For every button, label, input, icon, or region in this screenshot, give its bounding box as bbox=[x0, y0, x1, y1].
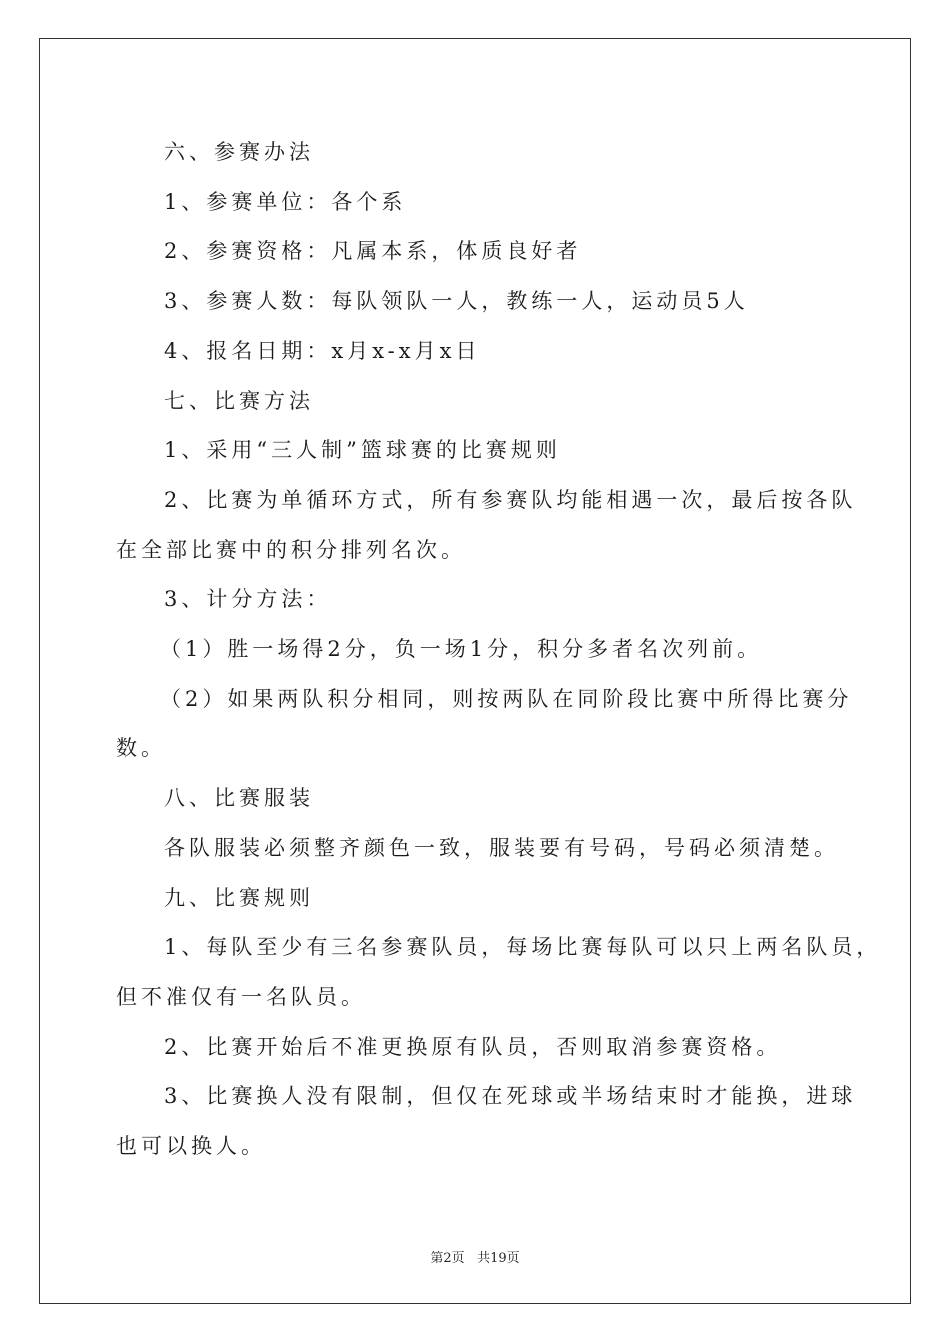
paragraph: 1、采用“三人制”篮球赛的比赛规则 bbox=[164, 438, 561, 463]
section-heading: 六、参赛办法 bbox=[164, 140, 314, 164]
paragraph: 各队服装必须整齐颜色一致，服装要有号码，号码必须清楚。 bbox=[164, 835, 839, 860]
paragraph: （1）胜一场得2分，负一场1分，积分多者名次列前。 bbox=[160, 637, 763, 662]
paragraph-continuation: 也可以换人。 bbox=[116, 1134, 266, 1159]
page-total: 共19页 bbox=[477, 1251, 520, 1266]
paragraph-continuation: 数。 bbox=[116, 736, 166, 761]
paragraph: 1、每队至少有三名参赛队员，每场比赛每队可以只上两名队员， bbox=[164, 935, 882, 960]
section-heading: 七、比赛方法 bbox=[164, 388, 314, 413]
paragraph: 4、报名日期：x月x-x月x日 bbox=[164, 338, 481, 363]
paragraph: 3、参赛人数：每队领队一人，教练一人，运动员5人 bbox=[164, 289, 749, 314]
document-body bbox=[116, 128, 882, 1172]
paragraph: 2、比赛开始后不准更换原有队员，否则取消参赛资格。 bbox=[164, 1034, 782, 1059]
paragraph: 3、比赛换人没有限制，但仅在死球或半场结束时才能换，进球 bbox=[164, 1084, 857, 1109]
paragraph: （2）如果两队积分相同，则按两队在同阶段比赛中所得比赛分 bbox=[160, 686, 853, 711]
paragraph: 1、参赛单位：各个系 bbox=[164, 189, 407, 214]
paragraph-continuation: 但不准仅有一名队员。 bbox=[116, 984, 366, 1009]
paragraph: 3、计分方法： bbox=[164, 587, 332, 612]
section-heading: 九、比赛规则 bbox=[164, 885, 314, 910]
page-number: 第2页 bbox=[430, 1251, 465, 1266]
paragraph: 2、参赛资格：凡属本系，体质良好者 bbox=[164, 239, 582, 264]
paragraph: 2、比赛为单循环方式，所有参赛队均能相遇一次，最后按各队 bbox=[164, 487, 857, 512]
paragraph-continuation: 在全部比赛中的积分排列名次。 bbox=[116, 537, 466, 562]
page-footer bbox=[0, 1247, 950, 1266]
section-heading: 八、比赛服装 bbox=[164, 786, 314, 811]
